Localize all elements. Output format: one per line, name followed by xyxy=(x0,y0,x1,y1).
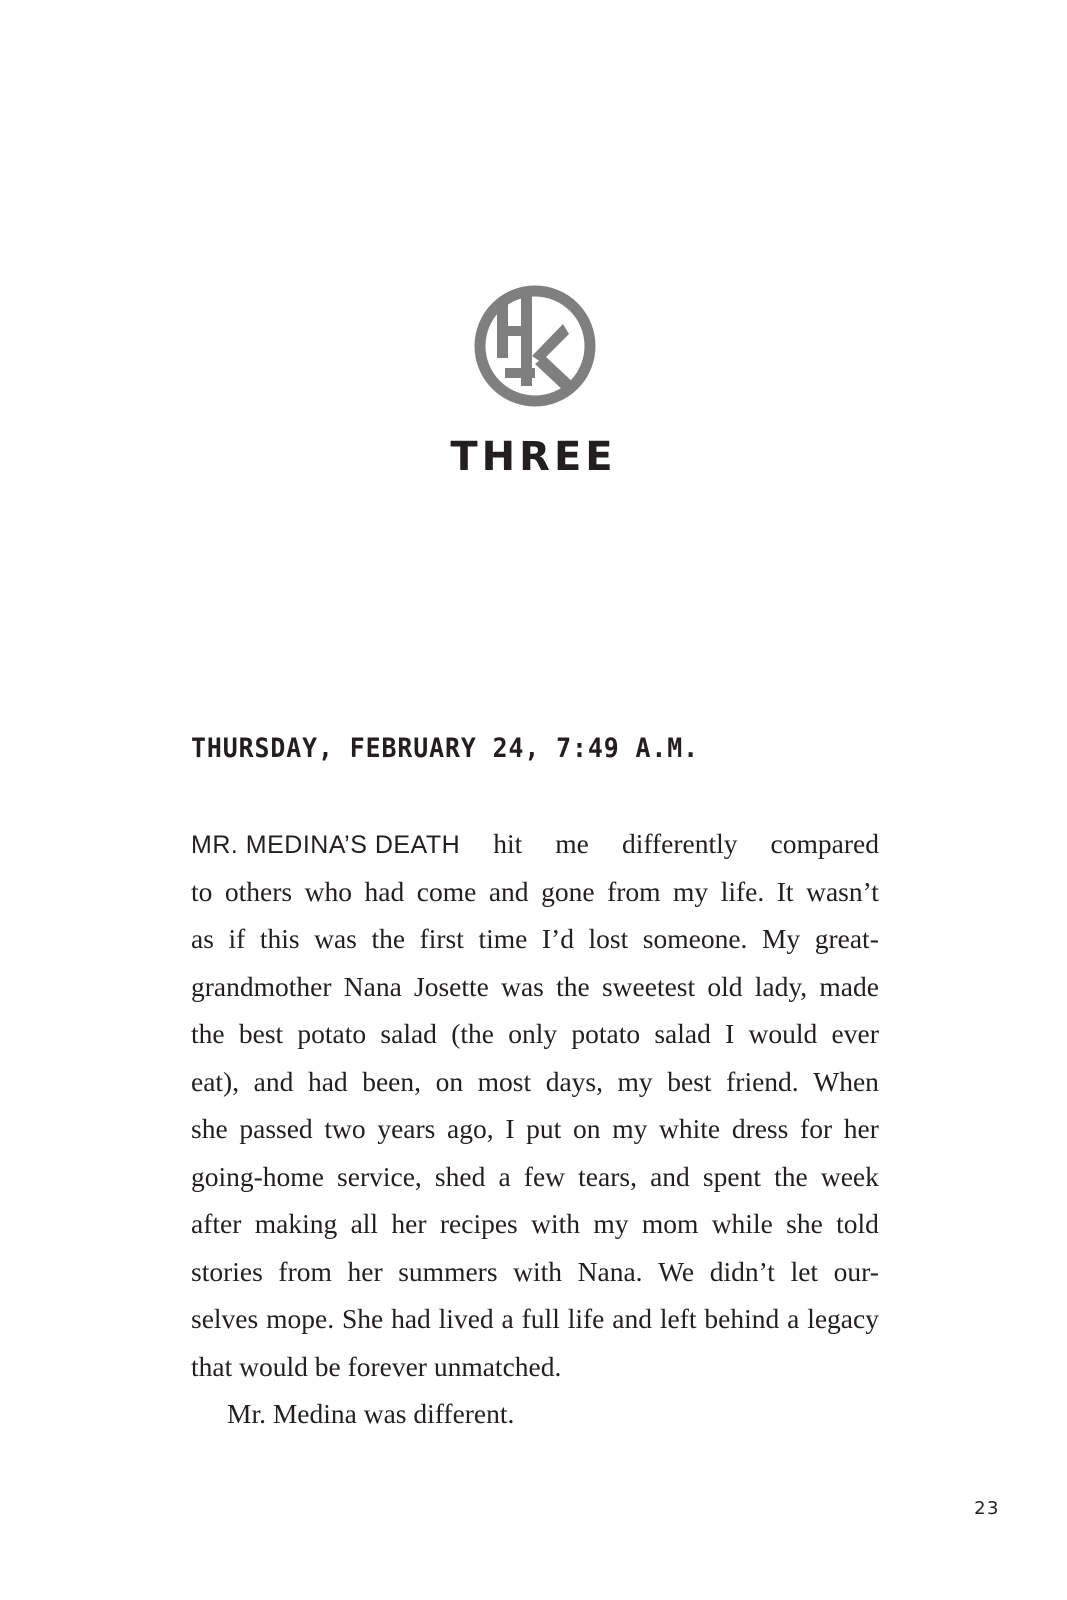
body-word: as xyxy=(191,923,214,954)
paragraph-indented: Mr. Medina was different. xyxy=(227,1398,515,1429)
body-word: from xyxy=(278,1255,332,1287)
body-word: on xyxy=(573,1113,601,1144)
chapter-title: THREE xyxy=(450,434,617,480)
body-word: years xyxy=(377,1113,436,1144)
body-line-last: that would be forever unmatched. xyxy=(191,1350,562,1382)
body-word: and xyxy=(612,1303,652,1334)
body-word: It xyxy=(776,875,794,907)
body-word: full xyxy=(521,1303,560,1334)
body-word: Josette xyxy=(414,970,489,1002)
body-word: told xyxy=(836,1208,879,1239)
body-word: stories xyxy=(191,1255,263,1287)
body-word: and xyxy=(650,1160,690,1192)
body-word: first xyxy=(419,923,464,954)
body-word: eat), xyxy=(191,1065,240,1097)
body-word: selves xyxy=(191,1303,259,1334)
body-word: My xyxy=(761,923,801,954)
body-word: was xyxy=(501,970,544,1002)
body-word: she xyxy=(786,1208,823,1239)
body-word: a xyxy=(498,1160,511,1192)
body-word: shed xyxy=(434,1160,486,1192)
body-word: put xyxy=(526,1113,562,1144)
body-word: When xyxy=(813,1065,879,1097)
body-word: best xyxy=(667,1065,712,1097)
body-word: had xyxy=(307,1065,348,1097)
body-word: to xyxy=(191,875,213,907)
body-word: a xyxy=(501,1303,514,1334)
body-word: dress xyxy=(731,1113,789,1144)
body-word: our- xyxy=(833,1255,879,1287)
body-word: my xyxy=(612,1113,648,1144)
page-number: 23 xyxy=(974,1498,1000,1519)
body-word: and xyxy=(488,875,529,907)
body-word: Nana xyxy=(343,970,402,1002)
body-word: the xyxy=(191,1018,225,1049)
body-word: We xyxy=(658,1255,695,1287)
body-word: spent xyxy=(702,1160,761,1192)
body-line xyxy=(191,868,879,916)
body-word: tears, xyxy=(578,1160,637,1192)
body-word: let xyxy=(790,1255,819,1287)
body-word: recipes xyxy=(439,1208,518,1239)
body-line xyxy=(191,963,879,1011)
body-word: come xyxy=(416,875,477,907)
body-word: my xyxy=(617,1065,653,1097)
body-word: didn’t xyxy=(709,1255,775,1287)
body-word: summers xyxy=(398,1255,498,1287)
body-word: mom xyxy=(641,1208,699,1239)
body-word: legacy xyxy=(807,1303,879,1334)
body-word: (the xyxy=(451,1018,494,1049)
body-word: great- xyxy=(814,923,879,954)
body-word: I xyxy=(725,1018,735,1049)
body-word: the xyxy=(556,970,590,1002)
body-word: She xyxy=(341,1303,384,1334)
body-word: I xyxy=(505,1113,515,1144)
body-word: service, xyxy=(337,1160,422,1192)
body-word: if xyxy=(228,923,246,954)
body-word: mope. xyxy=(266,1303,335,1334)
body-word: ever xyxy=(831,1018,879,1049)
body-word: the xyxy=(371,923,406,954)
body-word: was xyxy=(314,923,357,954)
body-word: white xyxy=(659,1113,721,1144)
body-word: hit xyxy=(493,828,523,859)
body-word: wasn’t xyxy=(806,875,879,907)
body-word: friend. xyxy=(726,1065,799,1097)
body-word: while xyxy=(711,1208,773,1239)
body-text xyxy=(191,820,879,1438)
body-word: passed xyxy=(239,1113,313,1144)
hk-emblem-icon xyxy=(473,284,597,408)
body-word: life xyxy=(567,1303,605,1334)
body-word: I’d xyxy=(541,923,574,954)
body-word: potato xyxy=(571,1018,641,1049)
body-word: who xyxy=(304,875,353,907)
body-line xyxy=(191,1010,879,1058)
body-line xyxy=(191,1153,879,1201)
body-word: had xyxy=(391,1303,431,1334)
body-word: life. xyxy=(720,875,765,907)
lead-in-smallcaps: MR. MEDINA’S DEATH xyxy=(191,831,461,859)
body-word: others xyxy=(224,875,293,907)
body-word: salad xyxy=(380,1018,437,1049)
body-word: days, xyxy=(545,1065,603,1097)
body-line xyxy=(191,915,879,963)
body-word: grandmother xyxy=(191,970,332,1002)
body-word: gone xyxy=(541,875,595,907)
body-word: from xyxy=(607,875,661,907)
body-word: and xyxy=(253,1065,294,1097)
body-word: lost xyxy=(588,923,629,954)
body-word: with xyxy=(513,1255,563,1287)
dateline-heading: THURSDAY, FEBRUARY 24, 7:49 A.M. xyxy=(191,733,699,764)
body-word: had xyxy=(364,875,405,907)
body-word: all xyxy=(350,1208,379,1239)
body-word: her xyxy=(347,1255,383,1287)
body-word: with xyxy=(531,1208,580,1239)
body-word: ago, xyxy=(447,1113,494,1144)
body-word: on xyxy=(435,1065,464,1097)
body-word: most xyxy=(477,1065,532,1097)
body-word: the xyxy=(774,1160,808,1192)
body-word: time xyxy=(478,923,528,954)
body-word: her xyxy=(843,1113,879,1144)
body-word: her xyxy=(391,1208,427,1239)
body-word: potato xyxy=(297,1018,367,1049)
body-word: going-home xyxy=(191,1160,324,1192)
body-word: after xyxy=(191,1208,242,1239)
body-line xyxy=(191,1105,879,1153)
body-line xyxy=(191,1200,879,1248)
body-line xyxy=(191,820,879,868)
body-word: making xyxy=(254,1208,338,1239)
body-line xyxy=(191,1248,879,1296)
body-word: few xyxy=(523,1160,566,1192)
body-word: week xyxy=(820,1160,879,1192)
body-word: would xyxy=(748,1018,818,1049)
body-line xyxy=(191,1295,879,1343)
body-word: lady, xyxy=(754,970,808,1002)
body-line xyxy=(191,1058,879,1106)
body-word: been, xyxy=(362,1065,422,1097)
body-word: best xyxy=(238,1018,284,1049)
body-word: she xyxy=(191,1113,228,1144)
body-word: old xyxy=(707,970,743,1002)
body-word: salad xyxy=(654,1018,711,1049)
body-word: lived xyxy=(438,1303,494,1334)
body-word: made xyxy=(819,970,879,1002)
body-word: only xyxy=(508,1018,558,1049)
body-word: differently xyxy=(621,828,738,859)
body-word: a xyxy=(787,1303,800,1334)
body-word: Nana. xyxy=(577,1255,643,1287)
body-word: compared xyxy=(770,828,879,859)
body-word: left xyxy=(659,1303,697,1334)
body-word: someone. xyxy=(642,923,748,954)
body-word: me xyxy=(555,828,589,859)
body-word: my xyxy=(673,875,709,907)
body-word: sweetest xyxy=(601,970,696,1002)
body-word: this xyxy=(259,923,300,954)
body-word: my xyxy=(593,1208,629,1239)
body-word: behind xyxy=(704,1303,780,1334)
body-word: for xyxy=(800,1113,833,1144)
body-word: two xyxy=(324,1113,366,1144)
